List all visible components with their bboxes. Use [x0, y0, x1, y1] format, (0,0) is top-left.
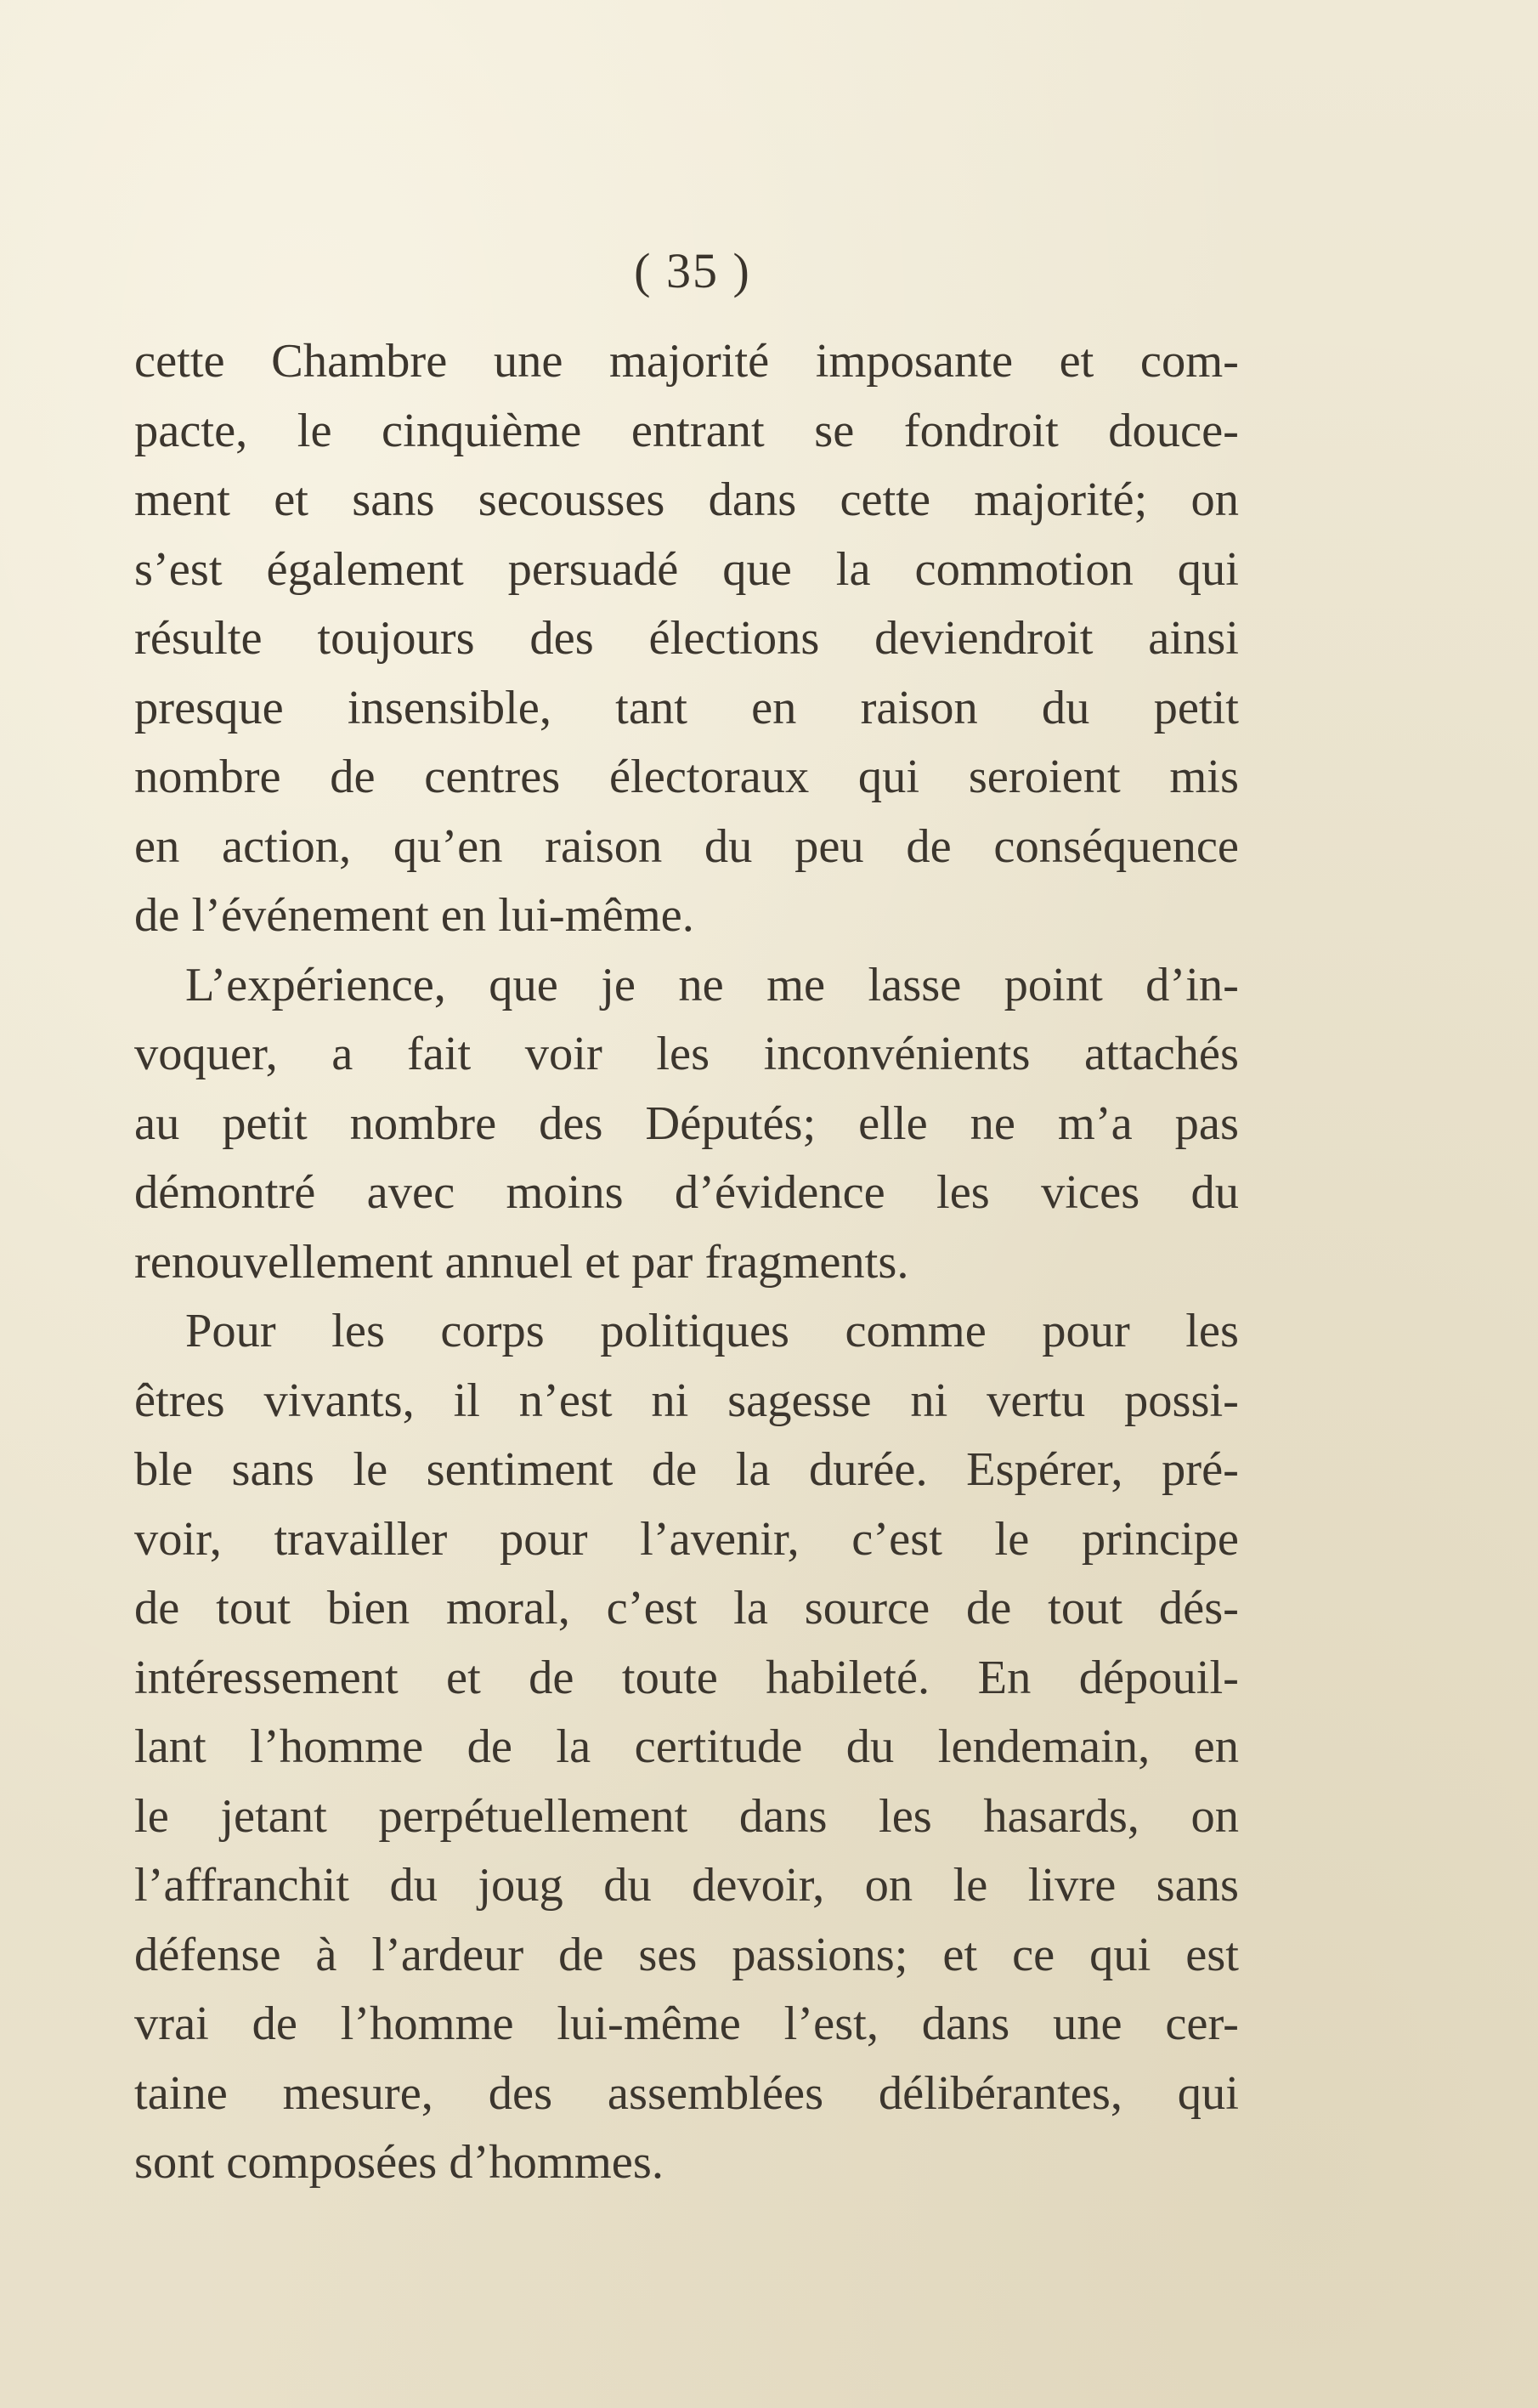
text-line: Pour les corps politiques comme pour les	[185, 1305, 1239, 1357]
text-line: intéressement et de toute habileté. En dépouil-	[134, 1651, 1239, 1704]
text-line: résulte toujours des élections deviendroit ainsi	[134, 612, 1239, 665]
text-line: de l’événement en lui-même.	[134, 889, 694, 942]
text-line: presque insensible, tant en raison du petit	[134, 681, 1239, 734]
text-line: en action, qu’en raison du peu de conséquence	[134, 819, 1239, 873]
text-line: démontré avec moins d’évidence les vices du	[134, 1166, 1239, 1219]
text-line: ment et sans secousses dans cette majorité; on	[134, 473, 1239, 526]
text-line: lant l’homme de la certitude du lendemain, en	[134, 1720, 1239, 1773]
text-line: le jetant perpétuellement dans les hasards, on	[134, 1789, 1239, 1843]
text-line: au petit nombre des Députés; elle ne m’a pas	[134, 1096, 1239, 1150]
text-line: voir, travailler pour l’avenir, c’est le principe	[134, 1512, 1239, 1566]
page-number: ( 35 )	[634, 243, 751, 298]
text-line: défense à l’ardeur de ses passions; et ce qui est	[134, 1928, 1239, 1981]
text-line: l’affranchit du joug du devoir, on le livre sans	[134, 1859, 1239, 1912]
text-line: sont composées d’hommes.	[134, 2136, 664, 2189]
body-text	[134, 327, 1239, 2198]
text-line: ble sans le sentiment de la durée. Espérer, pré-	[134, 1443, 1239, 1496]
text-line: nombre de centres électoraux qui seroient mis	[134, 751, 1239, 803]
text-line: renouvellement annuel et par fragments.	[134, 1235, 909, 1289]
text-line: L’expérience, que je ne me lasse point d’in-	[185, 958, 1239, 1011]
text-line: cette Chambre une majorité imposante et com-	[134, 335, 1239, 388]
text-line: vrai de l’homme lui-même l’est, dans une cer-	[134, 1997, 1239, 2050]
text-line: pacte, le cinquième entrant se fondroit douce-	[134, 404, 1239, 457]
text-line: s’est également persuadé que la commotion qui	[134, 542, 1239, 596]
text-line: taine mesure, des assemblées délibérantes, qui	[134, 2066, 1239, 2120]
text-line: voquer, a fait voir les inconvénients attachés	[134, 1028, 1239, 1080]
text-line: de tout bien moral, c’est la source de tout dés-	[134, 1582, 1239, 1635]
text-line: êtres vivants, il n’est ni sagesse ni vertu possi-	[134, 1374, 1239, 1427]
